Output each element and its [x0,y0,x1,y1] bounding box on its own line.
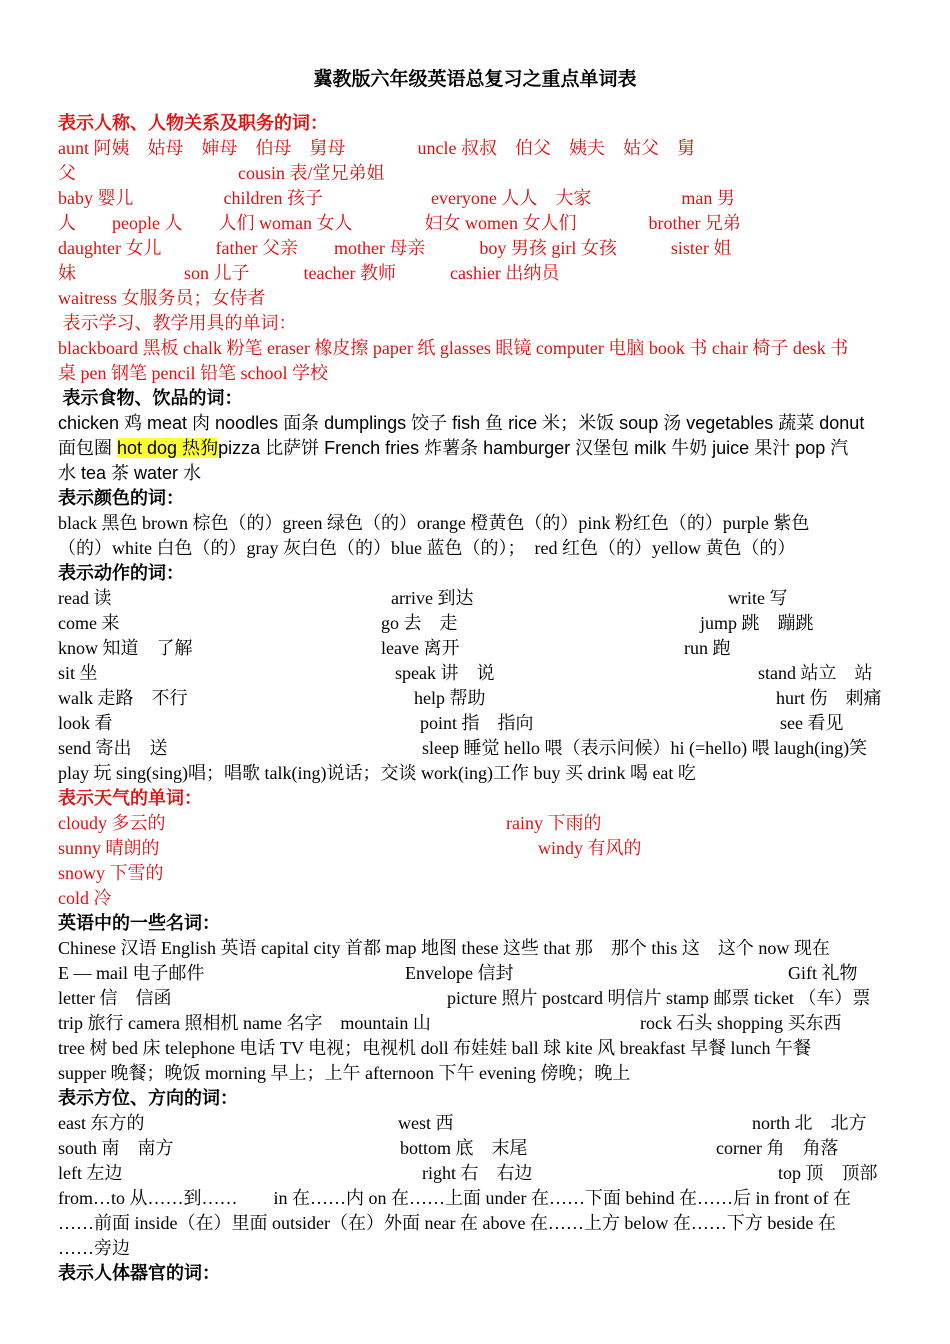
direction-row [58,1111,892,1136]
direction-row [58,1161,892,1186]
text-line: daughter 女儿 father 父亲 mother 母亲 boy 男孩 girl 女孩 sister 姐 [58,238,732,258]
text-line: 桌 pen 钢笔 pencil 铅笔 school 学校 [58,363,328,383]
section-heading-food: 表示食物、饮品的词： [58,388,243,408]
word-entry: hurt 伤 刺痛 [776,688,882,708]
word-entry: cloudy 多云的 [58,813,166,833]
text-line: supper 晚餐；晚饭 morning 早上；上午 afternoon 下午 evening 傍晚；晚上 [58,1063,631,1083]
word-entry: south 南 南方 [58,1138,174,1158]
section-heading-direction: 表示方位、方向的词： [58,1088,238,1108]
word-entry: rainy 下雨的 [506,813,602,833]
section-heading-school: 表示学习、教学用具的单词： [58,313,297,333]
section-heading-action: 表示动作的词： [58,563,184,583]
word-entry: sleep 睡觉 hello 喂（表示问候）hi (=hello) 喂 laugh(ing)笑 [422,738,868,758]
text-fragment: 面包圈 [58,438,118,458]
word-entry: read 读 [58,588,112,608]
word-entry: point 指 指向 [420,713,534,733]
word-entry: right 右 右边 [422,1163,533,1183]
word-entry: walk 走路 不行 [58,688,188,708]
word-entry: leave 离开 [381,638,460,658]
text-line: waitress 女服务员；女侍者 [58,288,266,308]
word-entry: east 东方的 [58,1113,145,1133]
word-entry: help 帮助 [414,688,486,708]
text-line [58,436,892,461]
word-entry: sit 坐 [58,663,98,683]
weather-row [58,811,892,836]
word-entry: trip 旅行 camera 照相机 name 名字 mountain 山 [58,1013,431,1033]
word-entry: run 跑 [684,638,731,658]
word-entry: see 看见 [780,713,844,733]
action-row [58,611,892,636]
word-entry: come 来 [58,613,120,633]
text-fragment: pizza 比萨饼 French fries 炸薯条 hamburger 汉堡包 milk 牛奶 juice 果汁 pop 汽 [218,438,849,458]
word-entry: speak 讲 说 [395,663,495,683]
word-entry: corner 角 角落 [716,1138,839,1158]
highlighted-text: hot dog 热狗 [117,438,219,458]
text-line: tree 树 bed 床 telephone 电话 TV 电视；电视机 doll 布娃娃 ball 球 kite 风 breakfast 早餐 lunch 午餐 [58,1038,812,1058]
nouns-row [58,961,892,986]
text-line: ……旁边 [58,1238,130,1258]
text-line: baby 婴儿 children 孩子 everyone 人人 大家 man 男 [58,188,735,208]
page-title: 冀教版六年级英语总复习之重点单词表 [313,69,637,90]
word-entry: rock 石头 shopping 买东西 [640,1013,842,1033]
word-entry: E — mail 电子邮件 [58,963,205,983]
nouns-row [58,1011,892,1036]
action-row [58,636,892,661]
action-row [58,711,892,736]
nouns-row [58,986,892,1011]
word-entry: arrive 到达 [391,588,474,608]
word-entry: west 西 [398,1113,454,1133]
word-entry: north 北 北方 [752,1113,867,1133]
word-entry: go 去 走 [381,613,458,633]
word-entry: bottom 底 末尾 [400,1138,528,1158]
action-row [58,661,892,686]
text-line: Chinese 汉语 English 英语 capital city 首都 map 地图 these 这些 that 那 那个 this 这 这个 now 现在 [58,938,830,958]
text-line: black 黑色 brown 棕色（的）green 绿色（的）orange 橙黄色（的）pink 粉红色（的）purple 紫色 [58,513,810,533]
word-entry: stand 站立 站 [758,663,873,683]
word-entry: know 知道 了解 [58,638,193,658]
text-line: aunt 阿姨 姑母 婶母 伯母 舅母 uncle 叔叔 伯父 姨夫 姑父 舅 [58,138,695,158]
word-entry: write 写 [728,588,788,608]
text-line: 父 cousin 表/堂兄弟姐 [58,163,385,183]
text-line: （的）white 白色（的）gray 灰白色（的）blue 蓝色（的）； red 红色（的）yellow 黄色（的） [58,538,796,558]
word-entry: send 寄出 送 [58,738,168,758]
action-row [58,686,892,711]
word-entry: jump 跳 蹦跳 [700,613,814,633]
text-line: play 玩 sing(sing)唱；唱歌 talk(ing)说话；交谈 work(ing)工作 buy 买 drink 喝 eat 吃 [58,763,696,783]
text-line: cold 冷 [58,888,112,908]
text-line: 水 tea 茶 water 水 [58,463,202,483]
text-line: ……前面 inside（在）里面 outsider（在）外面 near 在 above 在……上方 below 在……下方 beside 在 [58,1213,836,1233]
action-row [58,736,892,761]
section-heading-body: 表示人体器官的词： [58,1263,220,1283]
section-heading-people: 表示人称、人物关系及职务的词： [58,113,328,133]
text-line: from…to 从……到…… in 在……内 on 在……上面 under 在……下面 behind 在……后 in front of 在 [58,1188,851,1208]
word-entry: picture 照片 postcard 明信片 stamp 邮票 ticket （车）票 [447,988,871,1008]
word-entry: Envelope 信封 [405,963,514,983]
text-line: 人 people 人 人们 woman 女人 妇女 women 女人们 brother 兄弟 [58,213,741,233]
word-entry: sunny 晴朗的 [58,838,160,858]
text-line: 妹 son 儿子 teacher 教师 cashier 出纳员 [58,263,560,283]
word-entry: Gift 礼物 [788,963,858,983]
weather-row [58,836,892,861]
text-line: blackboard 黑板 chalk 粉笔 eraser 橡皮擦 paper 纸 glasses 眼镜 computer 电脑 book 书 chair 椅子 desk 书 [58,338,849,358]
text-line: snowy 下雪的 [58,863,164,883]
word-entry: windy 有风的 [538,838,642,858]
word-entry: look 看 [58,713,113,733]
section-heading-color: 表示颜色的词： [58,488,184,508]
word-entry: letter 信 信函 [58,988,172,1008]
text-line: chicken 鸡 meat 肉 noodles 面条 dumplings 饺子 fish 鱼 rice 米；米饭 soup 汤 vegetables 蔬菜 donut [58,413,865,433]
word-entry: top 顶 顶部 [778,1163,878,1183]
action-row [58,586,892,611]
word-entry: left 左边 [58,1163,123,1183]
section-heading-nouns: 英语中的一些名词： [58,913,220,933]
section-heading-weather: 表示天气的单词： [58,788,202,808]
direction-row [58,1136,892,1161]
